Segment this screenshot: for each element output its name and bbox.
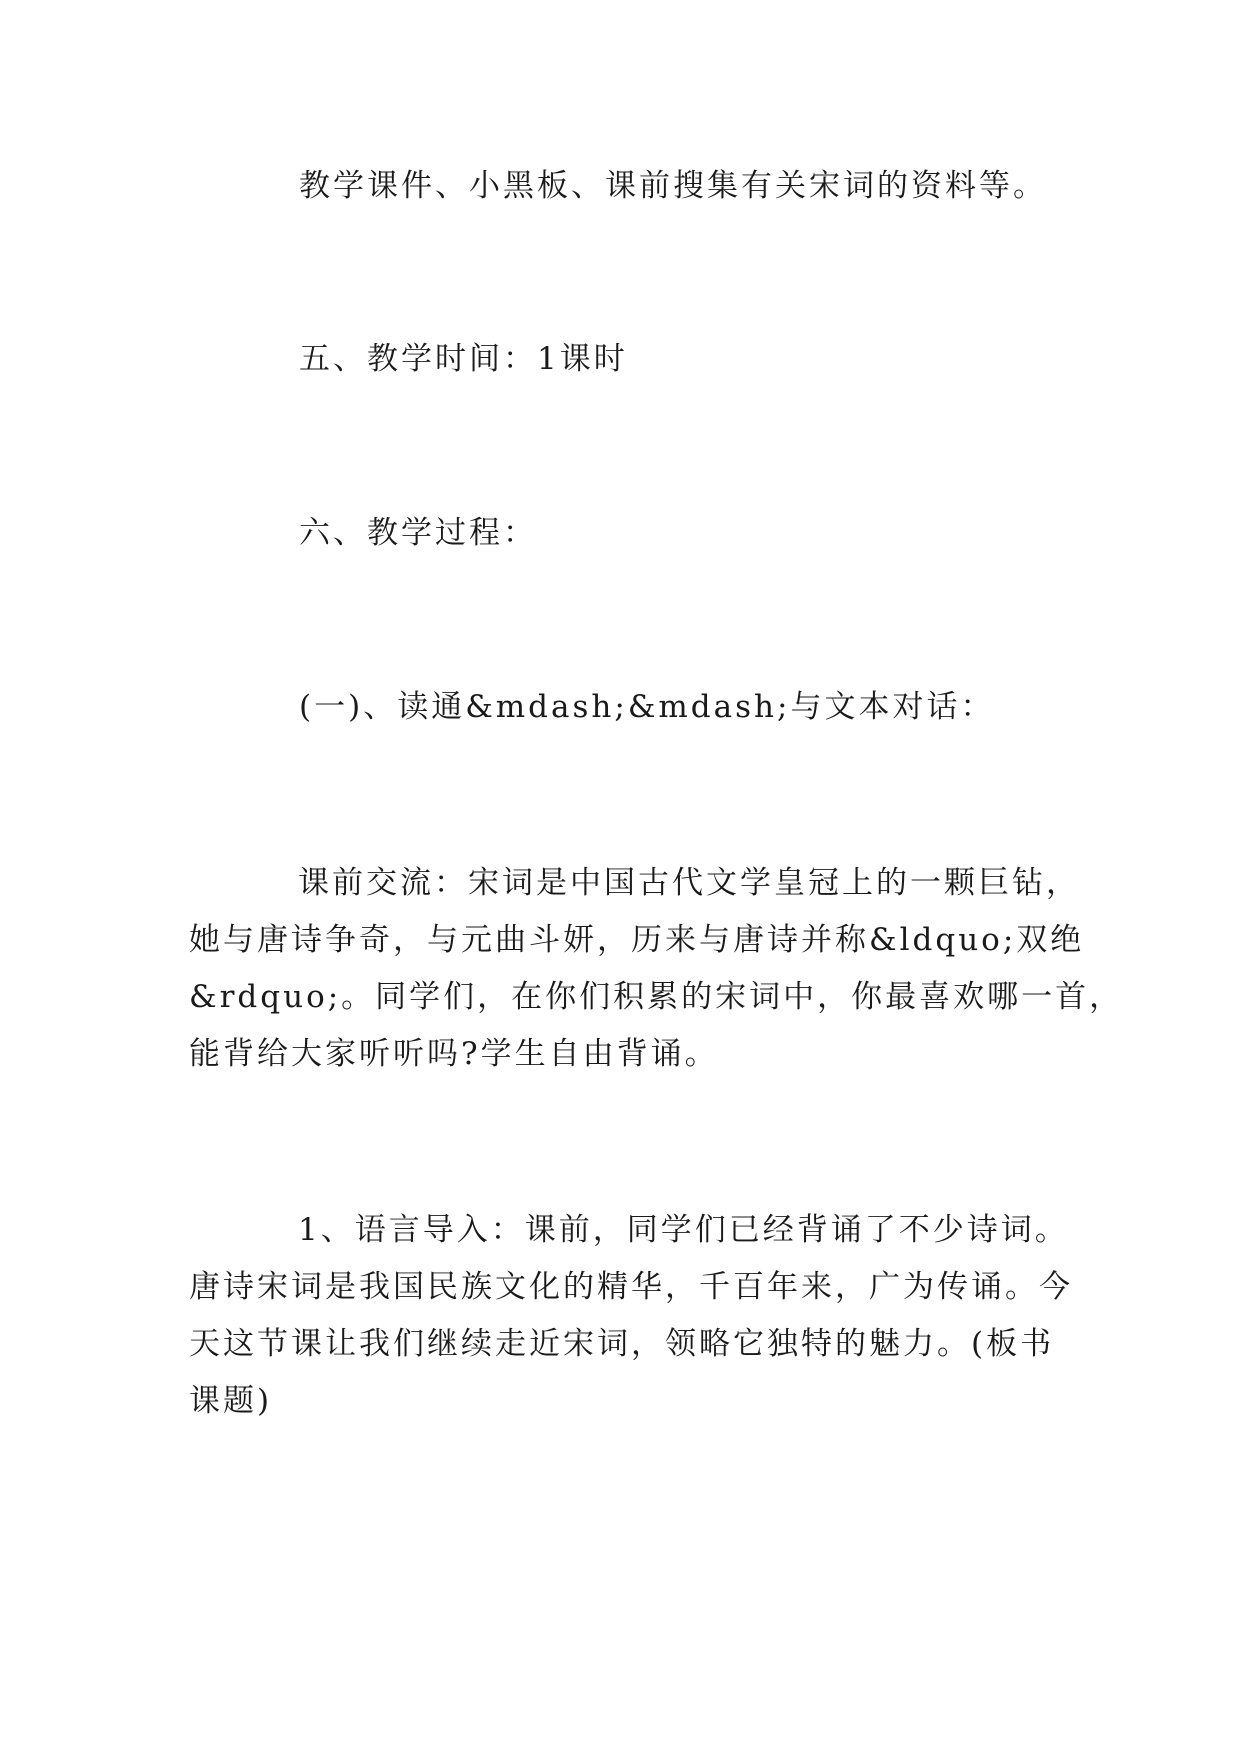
section-one-heading: (一)、读通&mdash;&mdash;与文本对话：	[299, 689, 995, 725]
paragraph-line: 天这节课让我们继续走近宋词，领略它独特的魅力。(板书	[189, 1326, 1055, 1362]
teaching-materials-paragraph: 教学课件、小黑板、课前搜集有关宋词的资料等。	[299, 168, 1047, 204]
paragraph-line: 课前交流：宋词是中国古代文学皇冠上的一颗巨钻，	[298, 865, 1080, 901]
paragraph-line: 1、语言导入：课前，同学们已经背诵了不少诗词。	[298, 1212, 1069, 1248]
paragraph-line: 她与唐诗争奇，与元曲斗妍，历来与唐诗并称&ldquo;双绝	[189, 922, 1085, 958]
paragraph-line: 能背给大家听听吗?学生自由背诵。	[189, 1036, 719, 1072]
paragraph-line: &rdquo;。同学们，在你们积累的宋词中，你最喜欢哪一首，	[189, 979, 1124, 1015]
teaching-time-heading: 五、教学时间：1课时	[299, 341, 628, 377]
paragraph-line: 课题)	[189, 1383, 273, 1419]
paragraph-line: 唐诗宋词是我国民族文化的精华，千百年来，广为传诵。今	[189, 1269, 1073, 1305]
pre-class-exchange-paragraph	[189, 855, 1124, 1083]
language-introduction-paragraph	[189, 1202, 1073, 1430]
teaching-process-heading: 六、教学过程：	[299, 515, 537, 551]
